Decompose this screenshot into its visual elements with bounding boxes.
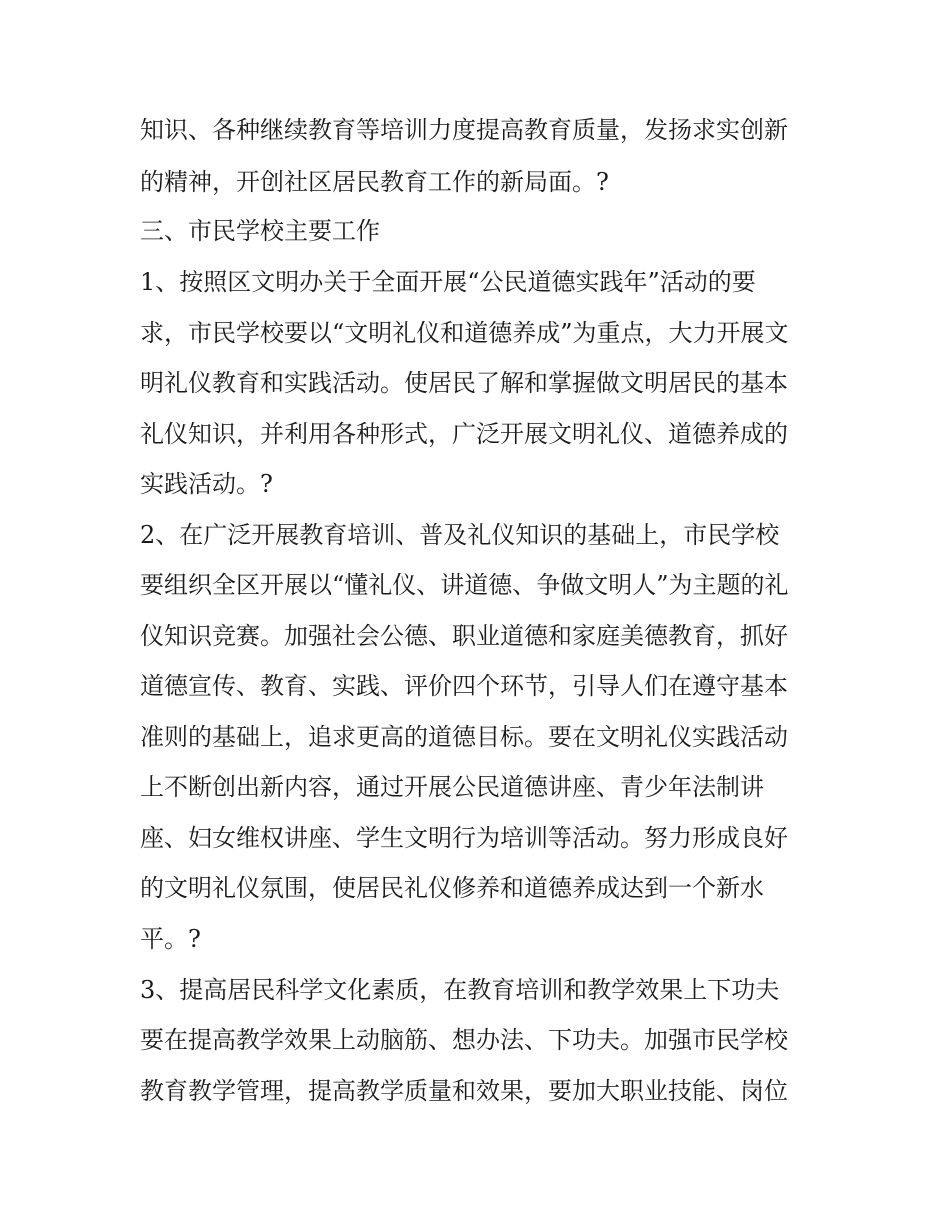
text-line: 的精神，开创社区居民教育工作的新局面。? — [140, 168, 609, 196]
text-line: 要组织全区开展以“懂礼仪、讲道德、争做文明人”为主题的礼 — [140, 571, 789, 599]
text-line: 知识、各种继续教育等培训力度提高教育质量，发扬求实创新 — [140, 116, 788, 144]
text-line: 2、在广泛开展教育培训、普及礼仪知识的基础上，市民学校 — [140, 521, 780, 549]
text-line: 明礼仪教育和实践活动。使居民了解和掌握做文明居民的基本 — [140, 369, 788, 397]
text-line: 要在提高教学效果上动脑筋、想办法、下功夫。加强市民学校 — [140, 1026, 788, 1054]
text-line: 上不断创出新内容，通过开展公民道德讲座、青少年法制讲 — [140, 773, 764, 801]
text-line: 的文明礼仪氛围，使居民礼仪修养和道德养成达到一个新水 — [140, 874, 764, 902]
section-heading: 三、市民学校主要工作 — [140, 217, 380, 245]
text-line: 仪知识竞赛。加强社会公德、职业道德和家庭美德教育，抓好 — [140, 622, 788, 650]
text-line: 求，市民学校要以“文明礼仪和道德养成”为重点，大力开展文 — [140, 319, 789, 347]
text-line: 准则的基础上，追求更高的道德目标。要在文明礼仪实践活动 — [140, 723, 788, 751]
text-line: 1、按照区文明办关于全面开展“公民道德实践年”活动的要 — [140, 268, 756, 296]
text-line: 实践活动。? — [140, 470, 273, 498]
text-line: 3、提高居民科学文化素质，在教育培训和教学效果上下功夫 — [140, 976, 780, 1004]
text-line: 道德宣传、教育、实践、评价四个环节，引导人们在遵守基本 — [140, 672, 788, 700]
text-line: 平。? — [140, 925, 201, 953]
text-line: 座、妇女维权讲座、学生文明行为培训等活动。努力形成良好 — [140, 824, 788, 852]
text-line: 礼仪知识，并利用各种形式，广泛开展文明礼仪、道德养成的 — [140, 420, 788, 448]
text-line: 教育教学管理，提高教学质量和效果，要加大职业技能、岗位 — [140, 1077, 788, 1105]
